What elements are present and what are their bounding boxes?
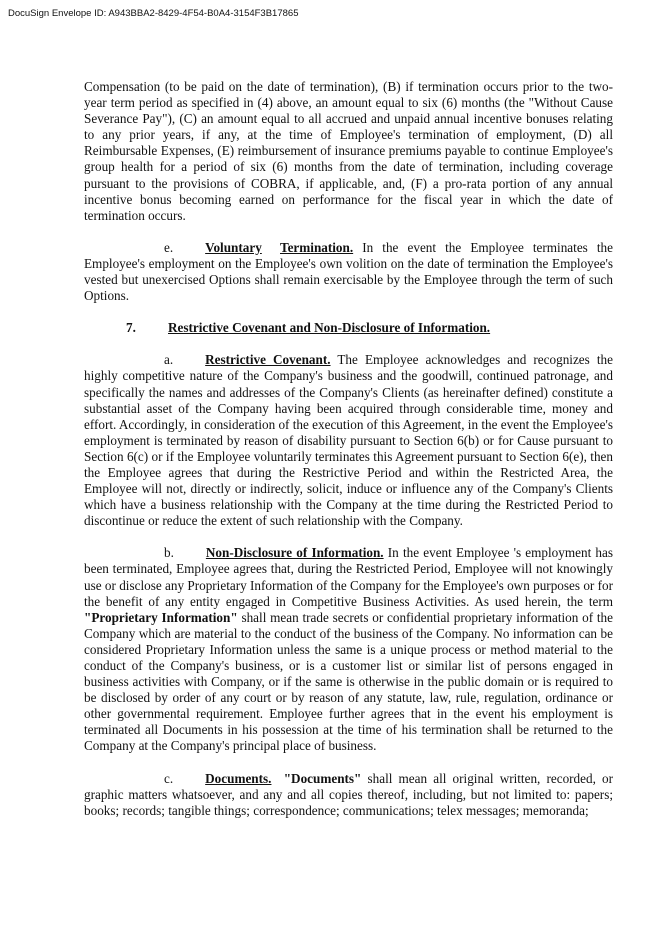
paragraph-6e — [84, 240, 613, 304]
paragraph-7a — [84, 352, 613, 529]
paragraph-7b-marker: b. — [164, 545, 174, 561]
paragraph-6e-title-1: Voluntary — [205, 239, 262, 255]
paragraph-7b-text-2: shall mean trade secrets or confidential proprietary information of the Company which are material to the conduct of the business of the Company. No information can be considered Proprietary Information unless the same is a unique process or method material to the conduct of the Company's business, or is a customer list or similar list of persons engaged in business activities with Company, or if the same is otherwise in the public domain or is required to be disclosed by order of any court or by reason of any statute, law, rule, regulation, ordinance or other governmental requirement. Employee further agrees that in the event his employment is terminated all Documents in his possession at the time of his termination shall be returned to the Company at the Company's principal place of business. — [84, 609, 613, 754]
paragraph-6e-text: In the event the Employee terminates the Employee's employment on the Employee's own volition on the date of termination the Employee's vested but unexercised Options shall remain exercisable by the Employee through the term of such Options. — [84, 239, 613, 304]
paragraph-7a-marker: a. — [164, 352, 174, 368]
paragraph-7c — [84, 771, 613, 819]
paragraph-7c-title: Documents. — [205, 770, 272, 786]
paragraph-7b-title: Non-Disclosure of Information. — [205, 545, 384, 561]
paragraph-7b-text-1: In the event Employee 's employment has been terminated, Employee agrees that, during the Restricted Period, Employee will not knowingly use or disclose any Proprietary Information of the Company for the Employee's own purposes or for the benefit of any entity engaged in Competitive Business Activities. As used herein, the term — [84, 545, 613, 609]
paragraph-6e-title-2: Termination. — [280, 239, 354, 255]
docusign-envelope-id: DocuSign Envelope ID: A943BBA2-8429-4F54-B0A4-3154F3B17865 — [8, 8, 299, 19]
paragraph-7c-text: shall mean all original written, recorded, or graphic matters whatsoever, and any and all copies thereof, including, but not limited to: papers; books; records; tangible things; correspondence; communications; telex messages; memoranda; — [84, 770, 613, 818]
paragraph-7b — [84, 545, 613, 754]
paragraph-7a-text: The Employee acknowledges and recognizes the highly competitive nature of the Company's business and the goodwill, continued patronage, and specifically the names and addresses of the Company's Clients (as hereinafter defined) constitute a substantial asset of the Company having been acquired through considerable time, money and effort. Accordingly, in consideration of the execution of this Agreement, in the event the Employee's employment is terminated by reason of disability pursuant to Section 6(b) or for Cause pursuant to Section 6(c) or if the Employee voluntarily terminates this Agreement pursuant to Section 6(e), then the Employee agrees that during the Restrictive Period and within the Restricted Area, the Employee will not, directly or indirectly, solicit, induce or influence any of the Company's Clients which have a business relationship with the Company at the time during the Restricted Period to discontinue or reduce the extent of such relationship with the Company. — [84, 352, 613, 529]
paragraph-7b-term: "Proprietary Information" — [84, 609, 238, 625]
paragraph-7c-term: "Documents" — [283, 770, 362, 786]
document-body — [84, 79, 613, 819]
paragraph-6d-continued: Compensation (to be paid on the date of termination), (B) if termination occurs prior to the two-year term period as specified in (4) above, an amount equal to six (6) months (the "Without Cause Severance Pay"), (C) an amount equal to all accrued and unpaid annual incentive bonuses relating to any prior years, if any, at the time of Employee's termination of employment, (D) all Reimbursable Expenses, (E) reimbursement of insurance premiums payable to continue Employee's group health for a period of six (6) months from the date of termination, including coverage pursuant to the provisions of COBRA, if applicable, and, (F) a pro-rata portion of any annual incentive bonus becoming earned on performance for the fiscal year in which the date of termination occurs. — [84, 79, 613, 223]
paragraph-7a-title: Restrictive Covenant. — [205, 352, 331, 368]
section-7-number: 7. — [126, 320, 136, 336]
section-7-heading — [126, 320, 613, 336]
section-7-title: Restrictive Covenant and Non-Disclosure of Information. — [168, 320, 491, 336]
paragraph-7c-marker: c. — [164, 770, 174, 786]
paragraph-6e-marker: e. — [164, 239, 174, 255]
